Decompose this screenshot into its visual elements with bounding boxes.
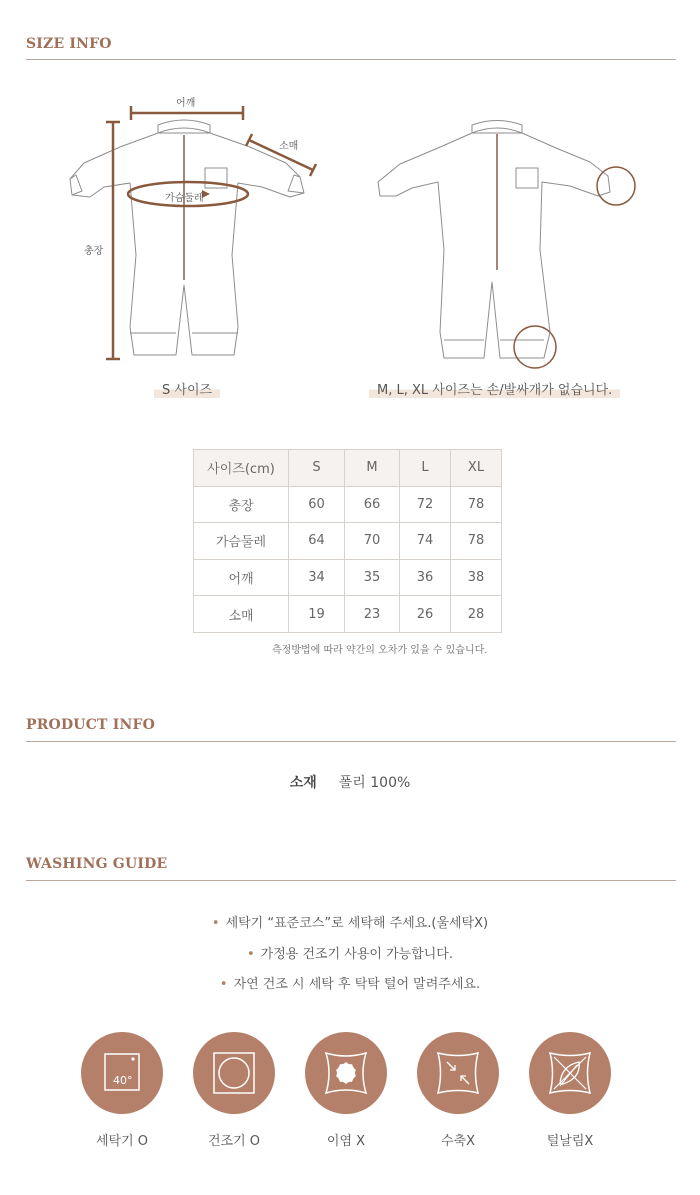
label-sleeve: 소매 — [279, 141, 299, 152]
table-header-cell: 사이즈(cm) — [194, 450, 289, 487]
material-row — [0, 772, 700, 792]
table-cell: 34 — [289, 559, 345, 596]
table-cell: 26 — [400, 596, 451, 633]
table-cell: 74 — [400, 523, 451, 560]
table-cell: 36 — [400, 559, 451, 596]
caption-s-size: S 사이즈 — [154, 379, 220, 398]
table-cell: 70 — [345, 523, 400, 560]
pilling-icon — [305, 1032, 387, 1114]
product-info-divider — [26, 741, 676, 742]
table-header-cell: XL — [451, 450, 502, 487]
wash-instruction-item: • 자연 건조 시 세탁 후 탁탁 털어 말려주세요. — [219, 977, 481, 992]
wash-instruction-item: • 세탁기 “표준코스”로 세탁해 주세요.(울세탁X) — [211, 916, 489, 931]
table-header-row — [194, 450, 502, 487]
table-cell: 66 — [345, 486, 400, 523]
label-chest: 가슴둘레 — [165, 193, 204, 204]
table-header-cell: S — [289, 450, 345, 487]
wash-instruction-item: • 가정용 건조기 사용이 가능합니다. — [246, 947, 453, 962]
wash-instruction-text: 자연 건조 시 세탁 후 탁탁 털어 말려주세요. — [233, 977, 481, 992]
label-length: 총장 — [84, 246, 104, 257]
size-info-title: SIZE INFO — [26, 36, 112, 52]
table-header-cell: L — [400, 450, 451, 487]
care-label: 이염 X — [326, 1134, 366, 1149]
table-row — [194, 523, 502, 560]
garment-s-illustration — [0, 95, 340, 365]
caption-mlxl-size: M, L, XL 사이즈는 손/발싸개가 없습니다. — [369, 379, 620, 398]
wash-temperature: 40° — [113, 1074, 133, 1087]
material-label: 소재 — [289, 775, 317, 791]
care-label: 털날림X — [546, 1134, 594, 1149]
product-info-title: PRODUCT INFO — [26, 717, 156, 733]
table-row — [194, 486, 502, 523]
table-cell: 78 — [451, 486, 502, 523]
table-cell: 23 — [345, 596, 400, 633]
table-cell: 어깨 — [194, 559, 289, 596]
table-cell: 64 — [289, 523, 345, 560]
washing-machine-icon — [81, 1032, 163, 1114]
wash-instruction-text: 가정용 건조기 사용이 가능합니다. — [260, 947, 453, 962]
shrink-icon — [417, 1032, 499, 1114]
table-row — [194, 596, 502, 633]
table-cell: 소매 — [194, 596, 289, 633]
table-cell: 19 — [289, 596, 345, 633]
table-cell: 72 — [400, 486, 451, 523]
care-label: 건조기 O — [207, 1134, 261, 1149]
care-label: 수축X — [440, 1134, 476, 1149]
washing-guide-divider — [26, 880, 676, 881]
table-cell: 38 — [451, 559, 502, 596]
lint-icon — [529, 1032, 611, 1114]
measurement-note: 측정방법에 따라 약간의 오차가 있을 수 있습니다. — [272, 645, 488, 656]
table-cell: 28 — [451, 596, 502, 633]
wash-instruction-text: 세탁기 “표준코스”로 세탁해 주세요.(울세탁X) — [225, 916, 489, 931]
table-cell: 가슴둘레 — [194, 523, 289, 560]
table-cell: 총장 — [194, 486, 289, 523]
garment-mlxl-illustration — [360, 110, 660, 385]
table-cell: 35 — [345, 559, 400, 596]
care-label: 세탁기 O — [95, 1134, 149, 1149]
tumble-dryer-icon — [193, 1032, 275, 1114]
washing-guide-title: WASHING GUIDE — [26, 856, 168, 872]
table-header-cell: M — [345, 450, 400, 487]
material-value: 폴리 100% — [338, 775, 411, 791]
table-cell: 78 — [451, 523, 502, 560]
size-table — [193, 449, 502, 633]
table-cell: 60 — [289, 486, 345, 523]
label-shoulder: 어깨 — [176, 98, 196, 109]
table-row — [194, 559, 502, 596]
size-info-divider — [26, 59, 676, 60]
